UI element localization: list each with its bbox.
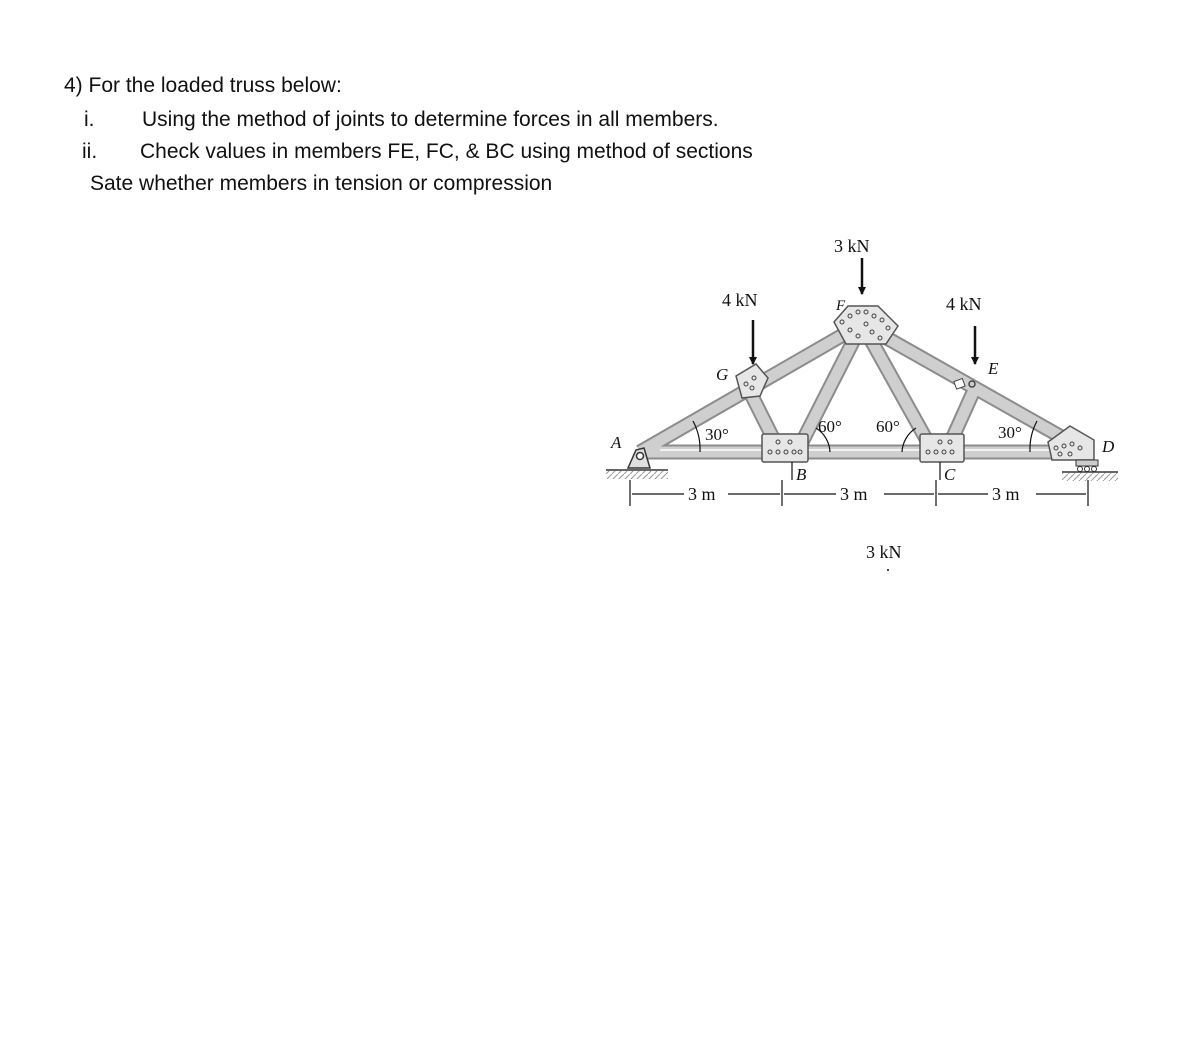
stray-dot bbox=[887, 569, 889, 571]
load-label-E: 4 kN bbox=[946, 294, 982, 314]
item-1-text: Using the method of joints to determine forces in all members. bbox=[142, 108, 719, 131]
load-label-G: 4 kN bbox=[722, 290, 758, 310]
load-label-F: 3 kN bbox=[834, 236, 870, 256]
gusset-C bbox=[920, 434, 964, 462]
joint-label-E: E bbox=[988, 359, 999, 378]
item-2-number: ii. bbox=[82, 140, 98, 163]
item-2-text: Check values in members FE, FC, & BC using method of sections bbox=[140, 140, 753, 163]
question-heading: 4) For the loaded truss below: bbox=[64, 74, 342, 97]
angle-label-center-right: 60° bbox=[876, 417, 900, 436]
load-label-bottom: 3 kN bbox=[866, 542, 902, 562]
joint-label-F: F bbox=[836, 298, 846, 314]
dimension-label-right: 3 m bbox=[992, 484, 1020, 504]
dimension-label-middle: 3 m bbox=[840, 484, 868, 504]
item-1-number: i. bbox=[84, 108, 95, 131]
gusset-B bbox=[762, 434, 808, 462]
angle-label-left: 30° bbox=[705, 425, 729, 444]
joint-label-D: D bbox=[1102, 437, 1115, 456]
support-D bbox=[1062, 460, 1118, 481]
gusset-G bbox=[736, 364, 768, 398]
joint-label-A: A bbox=[611, 433, 622, 452]
question-footer: Sate whether members in tension or compression bbox=[90, 172, 553, 195]
dimension-label-left: 3 m bbox=[688, 484, 716, 504]
joint-label-G: G bbox=[716, 365, 729, 384]
angle-label-right: 30° bbox=[998, 423, 1022, 442]
angle-label-center-left: 60° bbox=[818, 417, 842, 436]
joint-label-B: B bbox=[796, 465, 807, 484]
joint-label-C: C bbox=[944, 465, 956, 484]
gusset-plates bbox=[736, 306, 1094, 462]
